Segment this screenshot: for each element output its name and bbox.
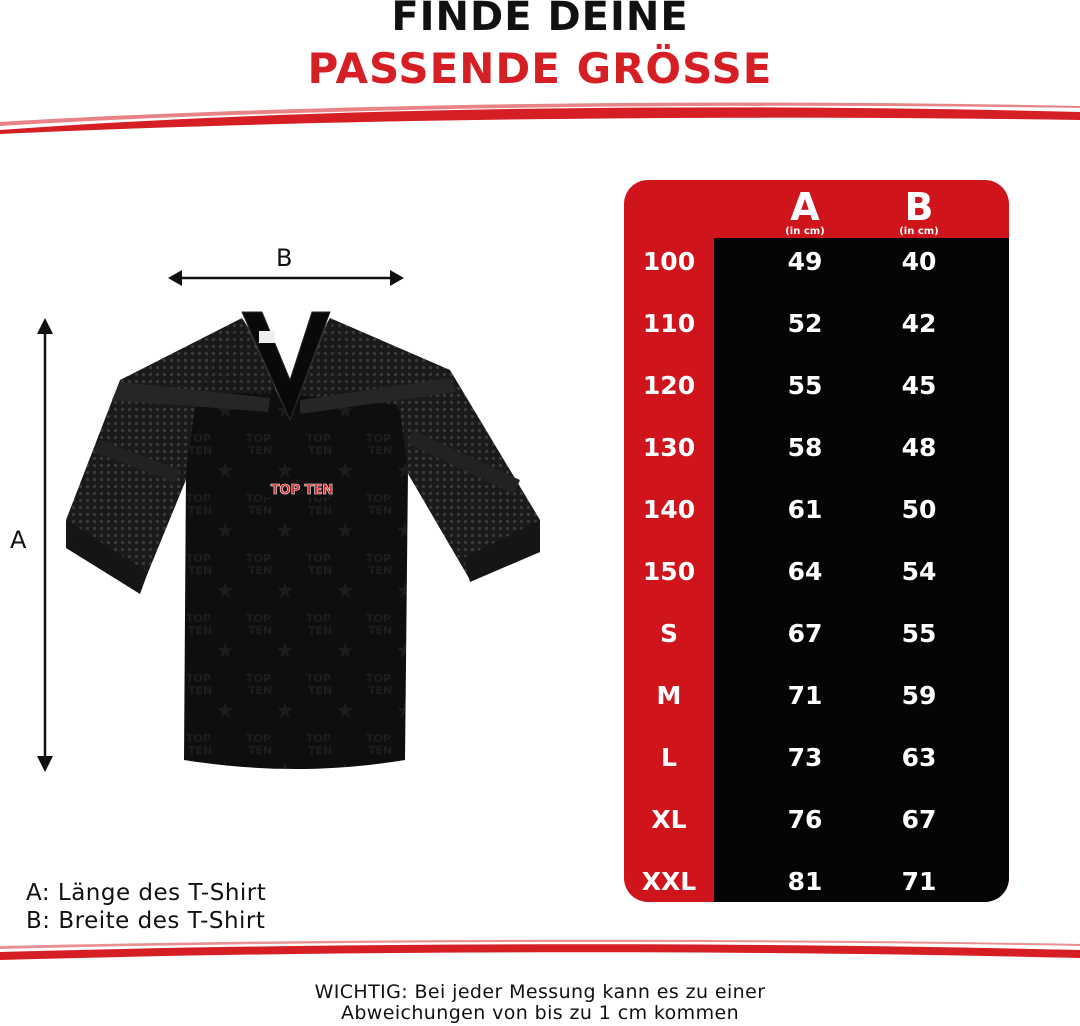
width-arrow (168, 270, 404, 286)
row-length-a: 55 (787, 371, 823, 400)
size-table (624, 180, 1009, 902)
table-row (624, 293, 1009, 355)
table-row (624, 727, 1009, 789)
title-line-1: FINDE DEINE (391, 0, 689, 40)
table-row (624, 789, 1009, 851)
dimension-label-a: A (10, 526, 27, 554)
row-size: 110 (642, 309, 696, 338)
row-size: XL (651, 805, 687, 834)
row-size: 140 (642, 495, 696, 524)
table-row (624, 355, 1009, 417)
row-width-b: 59 (901, 681, 937, 710)
tshirt-logo: TOP TEN (270, 483, 334, 498)
table-row (624, 541, 1009, 603)
row-size: M (656, 681, 682, 710)
important-note-line-1: WICHTIG: Bei jeder Messung kann es zu einer (314, 981, 766, 1003)
table-row (624, 603, 1009, 665)
row-width-b: 71 (901, 867, 937, 896)
row-length-a: 49 (787, 247, 823, 276)
dimension-label-b: B (276, 244, 293, 272)
row-size: XXL (641, 867, 697, 896)
row-size: 120 (642, 371, 696, 400)
row-size: 130 (642, 433, 696, 462)
row-size: 150 (642, 557, 696, 586)
row-width-b: 63 (901, 743, 937, 772)
legend-a: A: Länge des T-Shirt (26, 880, 267, 906)
row-length-a: 76 (787, 805, 823, 834)
row-width-b: 40 (901, 247, 937, 276)
table-row (624, 665, 1009, 727)
row-length-a: 64 (787, 557, 823, 586)
column-header-b-unit: (in cm) (899, 226, 939, 237)
table-row (624, 851, 1009, 902)
row-length-a: 73 (787, 743, 823, 772)
row-width-b: 67 (901, 805, 937, 834)
row-length-a: 52 (787, 309, 823, 338)
row-width-b: 54 (901, 557, 937, 586)
tshirt-image (66, 312, 540, 769)
row-length-a: 81 (787, 867, 823, 896)
row-width-b: 48 (901, 433, 937, 462)
row-length-a: 58 (787, 433, 823, 462)
important-note-line-2: Abweichungen von bis zu 1 cm kommen (340, 1002, 740, 1024)
length-arrow (37, 318, 53, 772)
table-row (624, 231, 1009, 293)
row-width-b: 45 (901, 371, 937, 400)
row-size: S (659, 619, 678, 648)
row-length-a: 67 (787, 619, 823, 648)
row-width-b: 55 (901, 619, 937, 648)
row-size: 100 (642, 247, 696, 276)
table-row (624, 417, 1009, 479)
row-size: L (661, 743, 677, 772)
column-header-a-letter: A (790, 185, 820, 229)
tshirt-diagram (0, 0, 600, 880)
table-row (624, 479, 1009, 541)
row-width-b: 42 (901, 309, 937, 338)
row-width-b: 50 (901, 495, 937, 524)
column-header-b-letter: B (904, 185, 934, 229)
title-line-2: PASSENDE GRÖSSE (307, 44, 773, 93)
row-length-a: 71 (787, 681, 823, 710)
column-header-a-unit: (in cm) (785, 226, 825, 237)
bottom-divider-swoosh (0, 938, 1080, 968)
legend-b: B: Breite des T-Shirt (26, 908, 266, 934)
row-length-a: 61 (787, 495, 823, 524)
